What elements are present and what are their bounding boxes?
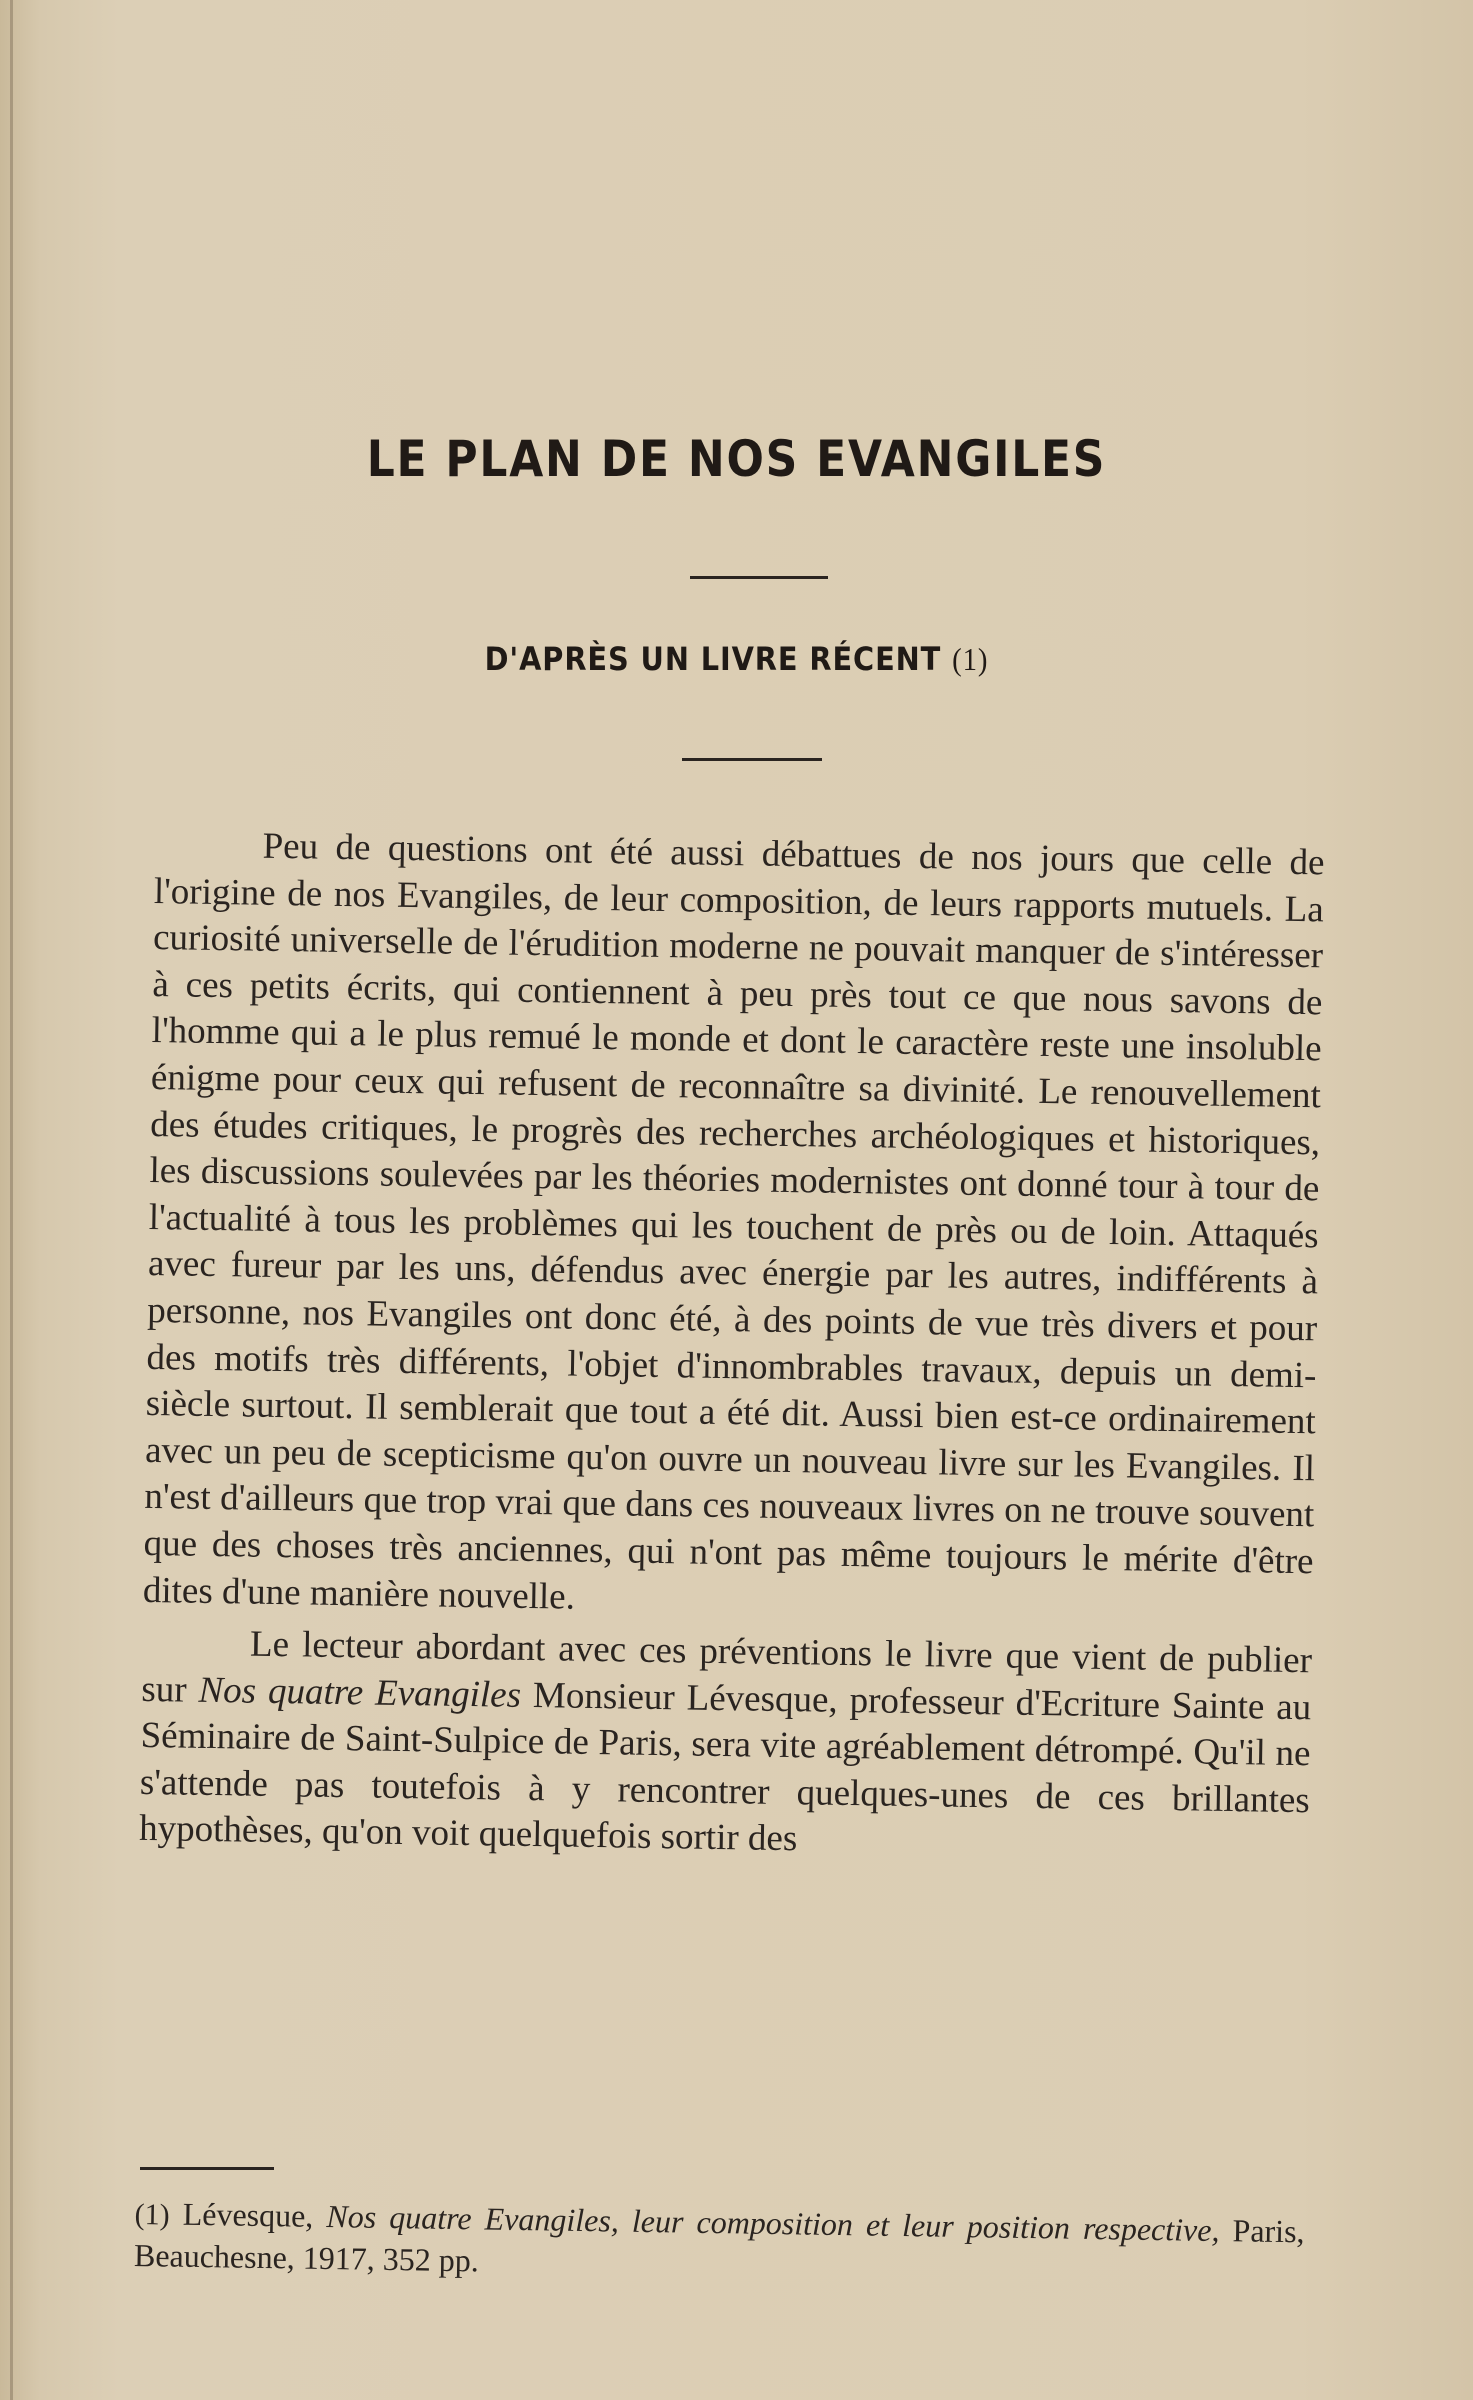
- footnote: [134, 2193, 1305, 2293]
- paragraph-2: [139, 1620, 1313, 1871]
- book-title-italic: Nos quatre Evangiles: [198, 1669, 522, 1716]
- subtitle-divider: [682, 758, 822, 761]
- footnote-author: Lévesque,: [182, 2195, 314, 2234]
- binding-gutter: [10, 0, 13, 2400]
- article-body: [139, 822, 1325, 1877]
- footnote-title: Nos quatre Evangiles, leur composition et leur position respective,: [326, 2198, 1220, 2249]
- subtitle-footnote-ref: (1): [952, 641, 989, 677]
- footnote-divider: [140, 2167, 274, 2170]
- title-divider: [690, 576, 828, 579]
- paragraph-2-before: Le lecteur abordant avec ces préventions le livre que vient de publier sur: [141, 1623, 1313, 1711]
- footnote-publication: Paris, Beauchesne, 1917, 352 pp.: [133, 2212, 1305, 2279]
- article-title: LE PLAN DE NOS EVANGILES: [366, 430, 1107, 488]
- article-subtitle: [74, 640, 1400, 678]
- subtitle-text: D'APRÈS UN LIVRE RÉCENT: [484, 640, 942, 678]
- footnote-ref: (1): [134, 2197, 170, 2232]
- paragraph-2-after: Monsieur Lévesque, professeur d'Ecriture Sainte au Séminaire de Saint-Sulpice de Paris, sera vite agréablement détrompé. Qu'il ne s'attende pas toutefois à y rencontrer quelques-unes de ces brillantes hypothèses, qu'on voit quelquefois sortir des: [138, 1674, 1312, 1860]
- paragraph-1: Peu de questions ont été aussi débattues de nos jours que celle de l'origine de nos Evangiles, de leur composition, de leurs rapports mutuels. La curiosité universelle de l'érudition moderne ne pouvait manquer de s'intéresser à ces petits écrits, qui contiennent à peu près tout ce que nous savons de l'homme qui a le plus remué le monde et dont le caractère reste une insoluble énigme pour ceux qui refusent de reconnaître sa divinité. Le renouvellement des études critiques, le progrès des recherches archéologiques et historiques, les discussions soulevées par les théories modernistes ont donné tour à tour de l'actualité à tous les problèmes qui les touchent de près ou de loin. Attaqués avec fureur par les uns, défendus avec énergie par les autres, indifférents à personne, nos Evangiles ont donc été, à des points de vue très divers et pour des motifs très différents, l'objet d'innombrables travaux, depuis un demi-siècle surtout. Il semblerait que tout a été dit. Aussi bien est-ce ordinairement avec un peu de scepticisme qu'on ouvre un nouveau livre sur les Evangiles. Il n'est d'ailleurs que trop vrai que dans ces nouveaux livres on ne trouve souvent que des choses très anciennes, qui n'ont pas même toujours le mérite d'être dites d'une manière nouvelle.: [142, 825, 1325, 1618]
